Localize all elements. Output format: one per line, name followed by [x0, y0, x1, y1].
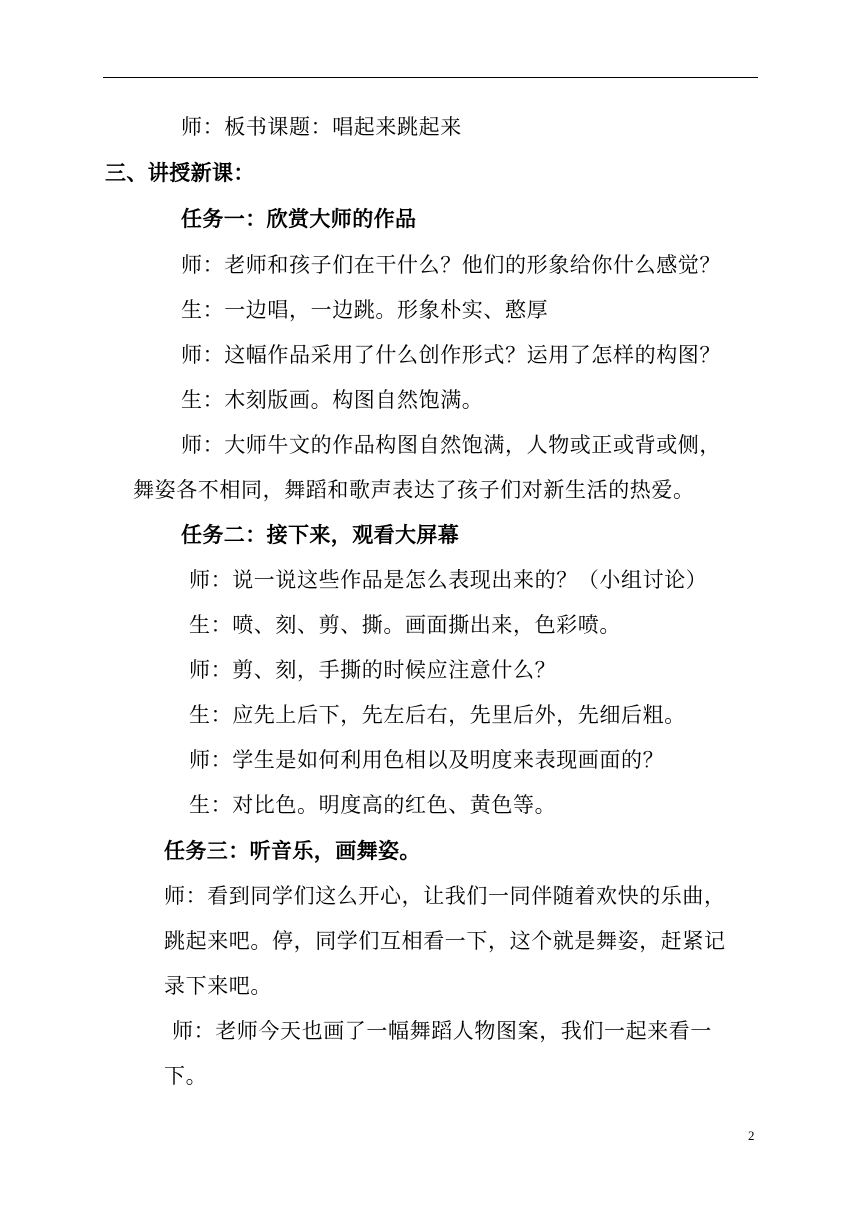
- text-line: 师：看到同学们这么开心，让我们一同伴随着欢快的乐曲，: [164, 884, 726, 908]
- text-line: 师：老师和孩子们在干什么？他们的形象给你什么感觉？: [181, 253, 721, 277]
- task-heading: 任务二：接下来，观看大屏幕: [181, 523, 460, 547]
- task-heading: 任务三：听音乐，画舞姿。: [164, 839, 421, 863]
- text-line: 生：应先上后下，先左后右，先里后外，先细后粗。: [189, 703, 686, 727]
- text-line: 师：说一说这些作品是怎么表现出来的？（小组讨论）: [189, 568, 708, 592]
- header-rule: [103, 77, 758, 78]
- text-line: 师：剪、刻，手撕的时候应注意什么？: [189, 658, 557, 682]
- text-line: 生：木刻版画。构图自然饱满。: [181, 388, 484, 412]
- text-line: 生：对比色。明度高的红色、黄色等。: [189, 793, 557, 817]
- text-line: 生：一边唱，一边跳。形象朴实、憨厚: [181, 298, 549, 322]
- text-line: 师：板书课题：唱起来跳起来: [181, 115, 462, 139]
- text-line: 录下来吧。: [164, 974, 272, 998]
- text-line: 师：老师今天也画了一幅舞蹈人物图案，我们一起来看一: [172, 1019, 712, 1043]
- text-line: 舞姿各不相同，舞蹈和歌声表达了孩子们对新生活的热爱。: [133, 478, 695, 502]
- text-line: 师：学生是如何利用色相以及明度来表现画面的？: [189, 748, 665, 772]
- text-line: 下。: [164, 1064, 208, 1088]
- text-line: 师：大师牛文的作品构图自然饱满，人物或正或背或侧，: [181, 433, 721, 457]
- task-heading: 任务一：欣赏大师的作品: [181, 207, 417, 231]
- section-heading: 三、讲授新课：: [105, 161, 255, 185]
- text-line: 生：喷、刻、剪、撕。画面撕出来，色彩喷。: [189, 613, 621, 637]
- text-line: 师：这幅作品采用了什么创作形式？运用了怎样的构图？: [181, 343, 721, 367]
- text-line: 跳起来吧。停，同学们互相看一下，这个就是舞姿，赶紧记: [164, 929, 726, 953]
- page-number: 2: [748, 1128, 755, 1143]
